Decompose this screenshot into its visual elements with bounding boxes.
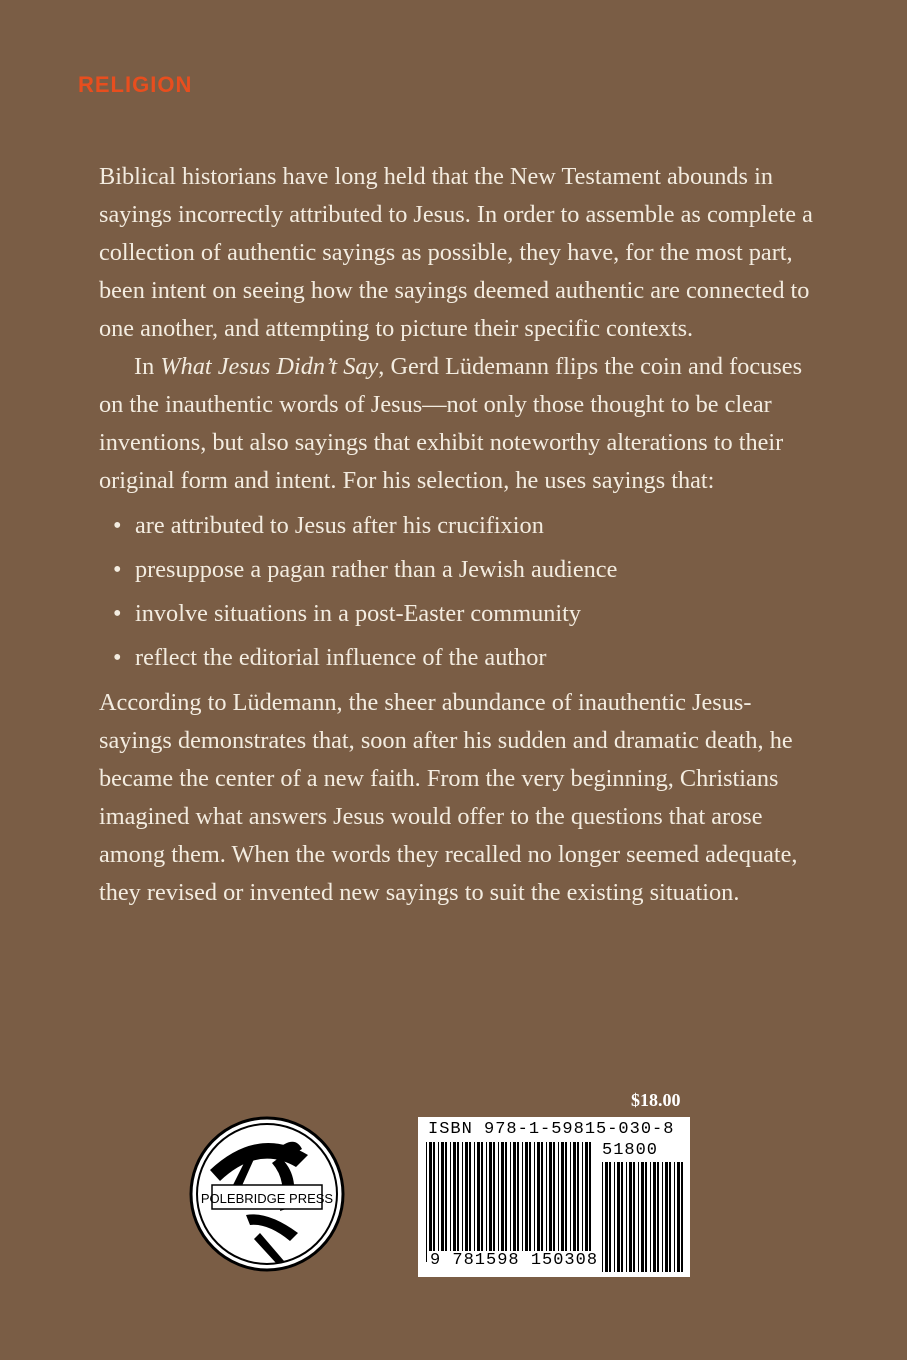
isbn-barcode bbox=[418, 1117, 690, 1277]
barcode-bar bbox=[462, 1142, 463, 1262]
barcode-bar bbox=[438, 1142, 439, 1262]
barcode-bar bbox=[553, 1142, 555, 1262]
barcode-bar bbox=[522, 1142, 523, 1262]
bullet-icon: • bbox=[113, 600, 122, 627]
barcode-bar bbox=[633, 1162, 635, 1272]
barcode-bar bbox=[529, 1142, 531, 1262]
barcode-bar bbox=[621, 1162, 623, 1272]
back-cover-description bbox=[99, 158, 814, 912]
criteria-item bbox=[113, 636, 814, 680]
barcode-bar bbox=[577, 1142, 579, 1262]
barcode-bar bbox=[650, 1162, 651, 1272]
barcode-bar bbox=[433, 1142, 435, 1262]
barcode-bar bbox=[677, 1162, 680, 1272]
barcode-bar bbox=[498, 1142, 499, 1262]
barcode-bar bbox=[665, 1162, 668, 1272]
barcode-bar bbox=[645, 1162, 647, 1272]
barcode-bar bbox=[426, 1142, 427, 1262]
barcode-bar bbox=[469, 1142, 471, 1262]
barcode-bar bbox=[549, 1142, 552, 1262]
barcode-bar bbox=[674, 1162, 675, 1272]
criteria-text: involve situations in a post-Easter community bbox=[135, 600, 582, 627]
barcode-bar bbox=[614, 1162, 615, 1272]
barcode-bar bbox=[510, 1142, 511, 1262]
book-title: What Jesus Didn’t Say bbox=[160, 353, 379, 380]
description-paragraph-1: Biblical historians have long held that the New Testament abounds in sayings incorrectly attributed to Jesus. In order to assemble as complete a collection of authentic sayings as possible, they have, for the most part, been intent on seeing how the sayings deemed authentic are connected to one another, and attempting to picture their specific contexts. bbox=[99, 163, 813, 342]
barcode-bar bbox=[669, 1162, 671, 1272]
barcode-bar bbox=[537, 1142, 540, 1262]
barcode-bar bbox=[638, 1162, 639, 1272]
barcode-bar bbox=[453, 1142, 456, 1262]
publisher-logo bbox=[188, 1115, 346, 1273]
barcode-bar bbox=[501, 1142, 504, 1262]
barcode-bar bbox=[546, 1142, 547, 1262]
price-label: $18.00 bbox=[631, 1090, 681, 1110]
category-label: RELIGION bbox=[78, 72, 193, 97]
barcode-bar bbox=[505, 1142, 507, 1262]
barcode-bar bbox=[486, 1142, 487, 1262]
barcode-bar bbox=[534, 1142, 535, 1262]
barcode-bar bbox=[602, 1162, 603, 1272]
barcode-bar bbox=[653, 1162, 656, 1272]
barcode-bar bbox=[573, 1142, 576, 1262]
addon-barcode-bars bbox=[602, 1162, 684, 1272]
criteria-list bbox=[113, 504, 814, 680]
barcode-bar bbox=[626, 1162, 627, 1272]
barcode-bar bbox=[457, 1142, 459, 1262]
barcode-bar bbox=[493, 1142, 495, 1262]
criteria-text: reflect the editorial influence of the author bbox=[135, 644, 547, 671]
paragraph-2-prefix: In bbox=[134, 353, 161, 380]
barcode-bar bbox=[565, 1142, 567, 1262]
bullet-icon: • bbox=[113, 556, 122, 583]
isbn-text: ISBN 978-1-59815-030-8 bbox=[428, 1120, 675, 1139]
barcode-bar bbox=[605, 1162, 608, 1272]
barcode-bar bbox=[585, 1142, 588, 1262]
barcode-bar bbox=[429, 1142, 432, 1262]
barcode-bars bbox=[426, 1142, 596, 1262]
barcode-bar bbox=[582, 1142, 583, 1262]
criteria-item bbox=[113, 592, 814, 636]
barcode-bar bbox=[561, 1142, 564, 1262]
barcode-bar bbox=[489, 1142, 492, 1262]
description-paragraph-3: According to Lüdemann, the sheer abundance of inauthentic Jesus-sayings demonstrates that, soon after his sudden and dramatic death, he became the center of a new faith. From the very beginning, Christians imagined what answers Jesus would offer to the questions that arose among them. When the words they recalled no longer seemed adequate, they revised or invented new sayings to suit the existing situation. bbox=[99, 689, 798, 906]
publisher-name: POLEBRIDGE PRESS bbox=[200, 1191, 334, 1206]
barcode-bar bbox=[662, 1162, 663, 1272]
barcode-bar bbox=[681, 1162, 683, 1272]
barcode-bar bbox=[441, 1142, 444, 1262]
barcode-bar bbox=[570, 1142, 571, 1262]
barcode-bar bbox=[541, 1142, 543, 1262]
barcode-bar bbox=[474, 1142, 475, 1262]
barcode-bar bbox=[465, 1142, 468, 1262]
bullet-icon: • bbox=[113, 644, 122, 671]
barcode-bar bbox=[657, 1162, 659, 1272]
paragraph-2-text: , Gerd Lüdemann flips the coin and focuses on the inauthentic words of Jesus—not only those thought to be clear inventions, but also sayings that exhibit noteworthy alterations to their original form and intent. For his selection, he uses sayings that: bbox=[99, 353, 803, 494]
bullet-icon: • bbox=[113, 512, 122, 539]
criteria-text: are attributed to Jesus after his crucifixion bbox=[135, 512, 544, 539]
price-addon-code: 51800 bbox=[602, 1141, 659, 1160]
barcode-bar bbox=[477, 1142, 480, 1262]
barcode-bar bbox=[481, 1142, 483, 1262]
barcode-bar bbox=[558, 1142, 559, 1262]
criteria-item bbox=[113, 504, 814, 548]
barcode-bar bbox=[525, 1142, 528, 1262]
barcode-bar bbox=[589, 1142, 591, 1262]
barcode-bar bbox=[641, 1162, 644, 1272]
barcode-bar bbox=[513, 1142, 516, 1262]
criteria-item bbox=[113, 548, 814, 592]
barcode-bar bbox=[517, 1142, 519, 1262]
barcode-bar bbox=[450, 1142, 451, 1262]
barcode-bar bbox=[445, 1142, 447, 1262]
barcode-bar bbox=[629, 1162, 632, 1272]
description-paragraph-2 bbox=[99, 348, 814, 500]
criteria-text: presuppose a pagan rather than a Jewish audience bbox=[135, 556, 618, 583]
barcode-bar bbox=[609, 1162, 611, 1272]
barcode-bar bbox=[617, 1162, 620, 1272]
barcode-digits: 9 781598 150308 bbox=[430, 1251, 599, 1270]
